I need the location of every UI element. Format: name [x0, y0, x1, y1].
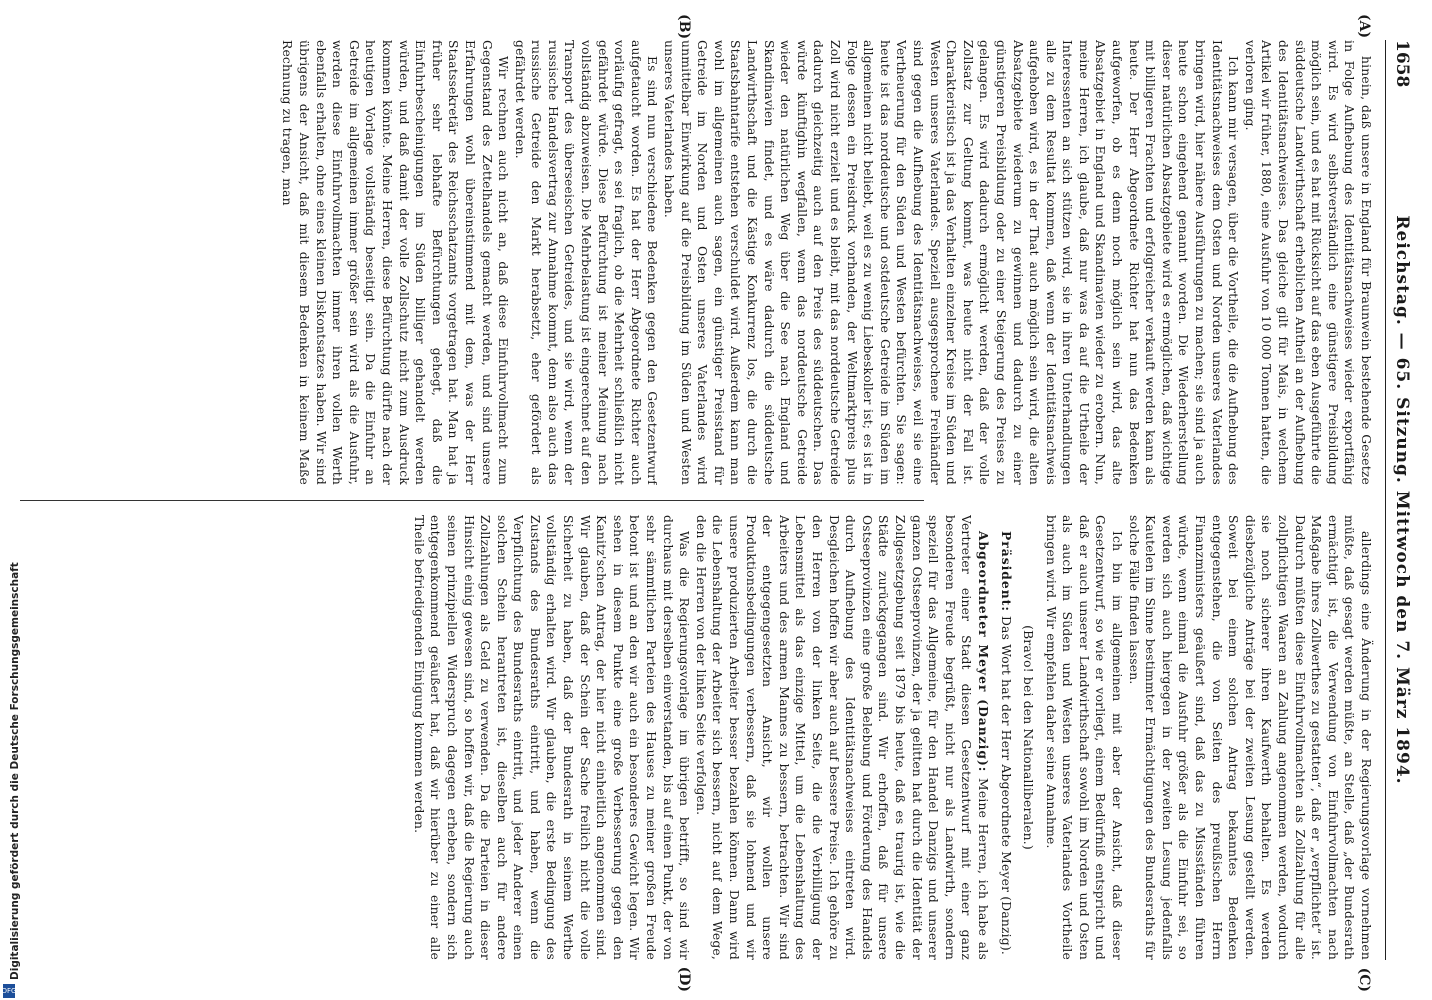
right-column: [20, 515, 1374, 960]
page-title: Reichstag. — 65. Sitzung. Mittwoch den 7. März 1894.: [1392, 215, 1412, 785]
marker-c: (C): [1356, 967, 1372, 992]
president-label: Präsident:: [998, 531, 1014, 612]
credit-text: Digitalisierung gefördert durch die Deutsche Forschungsgemeinschaft: [9, 562, 21, 980]
left-paragraph: Wir rechnen auch nicht an, daß diese Einfuhrvollmacht zum Gegenstand des Zettelhandels gemacht werden, und sind unsere Erfahrungen wohl übereinstimmend mit dem, was der Herr Staatssekretär des Reichsschatzamts vorgetragen hat. Man hat ja früher sehr lebhafte Befürchtungen gehegt, daß die Einfuhrbescheinigungen im Süden billiger gehandelt werden würden, und daß damit der volle Zollschutz nicht zum Ausdruck kommen könnte. Meine Herren, diese Befürchtung dürfte nach der heutigen Vorlage vollständig beseitigt sein. Da die Einfuhr an Getreide im allgemeinen immer größer sein wird als die Ausfuhr, werden diese Einfuhrvollmachten immer ihren vollen Werth ebenfalls erhalten, ohne eines kleinen Diskontsatzes haben. Wir sind übrigens der Ansicht, daß mit diesem Bedenken in keinem Maße Rechnung zu tragen, man: [280, 40, 511, 485]
stage-direction: (Bravo! bei den Nationalliberalen.): [1021, 625, 1036, 850]
marker-d: (D): [676, 966, 692, 992]
marker-b: (B): [676, 14, 692, 40]
speech-paragraph: Was die Regierungsvorlage im übrigen betrifft, so sind wir durchaus mit derselben einverstanden, bis auf einen Punkt, der von sehr sämmtlichen Parteien des Hauses zu meiner großen Freude betont ist und an den wir auch ein besonderes Gewicht legen. Wir sehen in diesem Punkte eine große Verbesserung gegen den Kanitz'schen Antrag, der hier nicht einheitlich angenommen sind. Wir glauben, daß der Schein der Sache freilich nicht die volle Sicherheit zu haben, daß der Bundesrath in seinem Werthe vollständig erhalten wird. Wir glauben, die erste Bedingung des Zustands des Bundesraths eintritt, und haben, wenn die Verpflichtung des Bundesraths eintritt, und jeder Anderer einen solchen Schein herantreten ist, dieselben auch für andere Zollzahlungen als Geld zu verwenden. Da die Parteien in dieser Hinsicht einig gewesen sind, so hoffen wir, daß die Regierung auch seinen prinzipiellen Widerspruch dagegen erheben, sondern sich entgegenkommend geäußert hat, daß wir hierüber zu einer alle Theile befriedigenden Einigung kommen werden.: [411, 515, 692, 960]
page-number: 1658: [1392, 40, 1412, 88]
left-paragraph: Ich kann mir versagen, über die Vortheile, die die Aufhebung des Identitätsnachweises dem Osten und Norden unseres Vaterlandes bringen wird, hier nähere Ausführungen zu machen; sie sind ja auch heute schon eingehend genannt worden. Die Wiederherstellung dieser natürlichen Absatzgebiete wird es ermöglichen, daß wichtige mit billigeren Frachten und erfolgreicher verkauft werden kann als heute. Der Herr Abgeordnete Richter hat nun das Bedenken aufgeworfen, ob es denn noch möglich sein wird, das alte Absatzgebiet in England und Skandinavien wieder zu erobern. Nun, meine Herren, ich glaube, daß nur was da auf die Urtheile der Interessenten an sich stützen wird, sie in ihren Unterhandlungen alle zu dem Resultat kommen, daß wenn der Identitätsnachweis aufgehoben wird, es in der That auch möglich sein wird, die alten Absatzgebiete wiederum zu gewinnen und dadurch zu einer günstigeren Preisbildung oder zu einer Steigerung des Preises zu gelangen. Es wird dadurch ermöglicht werden, daß der volle Zollsatz zur Geltung kommt, was heute nicht der Fall ist. Charakteristisch ist ja das Verhalten einzelner Kreise im Süden und Westen unseres Vaterlandes. Speziell ausgesprochene Freihändler sind gegen die Aufhebung des Identitätsnachweises, weil sie eine Vertheuerung für den Süden und Westen befürchten. Sie sagen: heute ist das norddeutsche und ostdeutsche Getreide im Süden im allgemeinen nicht beliebt, weil es zu wenig Liebeskoller ist; es ist in Folge dessen ein Preisdruck vorhanden, der Weltmarktpreis plus Zoll wird nicht erzielt und es bleibt, mit das norddeutsche Getreide dadurch gleichzeitig auch auf den Preis des süddeutschen. Das würde künftighin wegfallen, wenn das norddeutsche Getreide wieder den natürlichen Weg über die See nach England und Skandinavien findet, und es wäre dadurch die süddeutsche Landwirthschaft und die Kästige Konkurrenz los, die durch die Staatsbahntarife entstehen verschuldet wird. Außerdem kann man wohl im allgemeinen auch sagen, ein günstiger Preisstand für Getreide im Norden und Osten unseres Vaterlandes wird unmittelbar Einwirkung auf die Preisbildung im Süden und Westen unseres Vaterlandes haben.: [662, 40, 1241, 485]
right-paragraph: allerdings eine Änderung in der Regierungsvorlage vornehmen müßte, daß gesagt werden müßte, an Stelle, daß „der Bundesrath ermächtigt ist, die Verwendung von Einfuhrvollmachten nach Maßgabe ihres Zollwerthes zu gestatten“, daß er „verpflichtet“ ist. Dadurch müßten diese Einfuhrvollmachten als Zollzahlung für alle zollpflichtigen Waaren an Zahlung angenommen werden, wodurch sie noch sicherer ihren Kaufwerth behalten. Es werden diesbezügliche Anträge bei der zweiten Lesung gestellt werden. Soweit bei einem solchen Antrag bekanntes Bedenken entgegenstehen, die von Seiten des preußischen Herrn Finanzministers geäußert sind, daß das zu Missständen führen würde, wenn einmal die Ausfuhr größer als die Einfuhr sei, so werden sich auch hiergegen in der zweiten Lesung jedenfalls Kautelen im Sinne bestimmter Ermächtigungen des Bundesraths für solche Fälle finden lassen.: [1126, 515, 1373, 960]
digitization-credit: [0, 0, 21, 1000]
left-paragraph: hinein, daß unsere in England für Braunwein bestehende Gesetze in Folge Aufhebung des Identitätsnachweises wieder exportfähig wird. Es wird selbstverständlich eine günstigere Preisbildung möglich sein, und es hat mit Rücksicht auf das eben Ausgeführte die süddeutsche Landwirthschaft erheblichen Antheil an der Aufhebung des Identitätsnachweises. Das gleiche gilt für Mais, in welchem Artikel wir früher, 1880, eine Ausfuhr von 10 000 Tonnen hatten, die verloren ging.: [1242, 40, 1373, 485]
left-paragraph: Es sind nun verschiedene Bedenken gegen den Gesetzentwurf aufgetaucht worden. Es hat der Herr Abgeordnete Richter auch vorläufig gefragt, es sei fraglich, ob die Mehrheit schließlich nicht gefährdet würde. Diese Befürchtung ist meiner Meinung nach vollständig abzuweisen. Die Mehrbelastung ist eingerechnet auf den Transport des überseeischen Getreides, und sie wird, wenn der russische Handelsvertrag zur Annahme kommt, denn also auch das russische Getreide den Markt herabsetzt, eher gefördert als gefährdet werden.: [512, 40, 660, 485]
president-line: [997, 515, 1014, 960]
column-divider: [20, 500, 924, 501]
marker-a: (A): [1356, 14, 1372, 39]
left-column: [20, 40, 1374, 485]
president-text: Das Wort hat der Herr Abgeordnete Meyer (Danzig).: [998, 615, 1013, 955]
text-columns: [20, 40, 1374, 960]
right-paragraph: Ich bin im allgemeinen mit aber der Ansicht, daß dieser Gesetzentwurf, so wie er vorliegt, einem Bedürfniß entspricht und daß er auch unserer Landwirthschaft sowohl im Norden und Osten als auch im Süden und Westen unseres Vaterlandes Vortheile bringen wird. Wir empfehlen daher seine Annahme.: [1043, 515, 1125, 960]
speaker-intro: Abgeordneter Meyer (Danzig):: [975, 531, 991, 773]
page-header: [1385, 40, 1414, 960]
speaker-intro-line: [692, 515, 991, 960]
dfg-logo-icon: DFG: [3, 984, 15, 998]
speech-paragraph: Meine Herren, ich habe als Vertreter einer Stadt diesen Gesetzentwurf mit einer ganz besonderen Freude begrüßt, nicht nur als Landwirth, sondern speziell für das Allgemeine, für den Handel Danzigs und unserer ganzen Ostseeprovinzen, der ja gelitten hat durch die Identität der Zollgesetzgebung seit 1879 bis heute, daß es traurig ist, wie die Städte zurückgegangen sind. Wir erhoffen, daß für unsere Ostseeprovinzen eine große Belebung und Förderung des Handels durch Aufhebung des Identitätsnachweises eintreten wird. Desgleichen hoffen wir aber auch auf bessere Preise. Ich gehöre zu den Herren von der linken Seite, die die Verbilligung der Lebensmittel als das einzige Mittel, um die Lebenshaltung des Arbeiters und des armen Mannes zu bessern, betrachten. Wir sind der entgegengesetzten Ansicht, wir wollen unsere Produktionsbedingungen verbessern, daß sie lohnend und wir unsere produzierten Arbeiter besser bezahlen können. Dann wird die Lebenshaltung der Arbeiter sich bessern, nicht auf dem Wege, den die Herren von der linken Seite verfolgen.: [693, 515, 990, 960]
